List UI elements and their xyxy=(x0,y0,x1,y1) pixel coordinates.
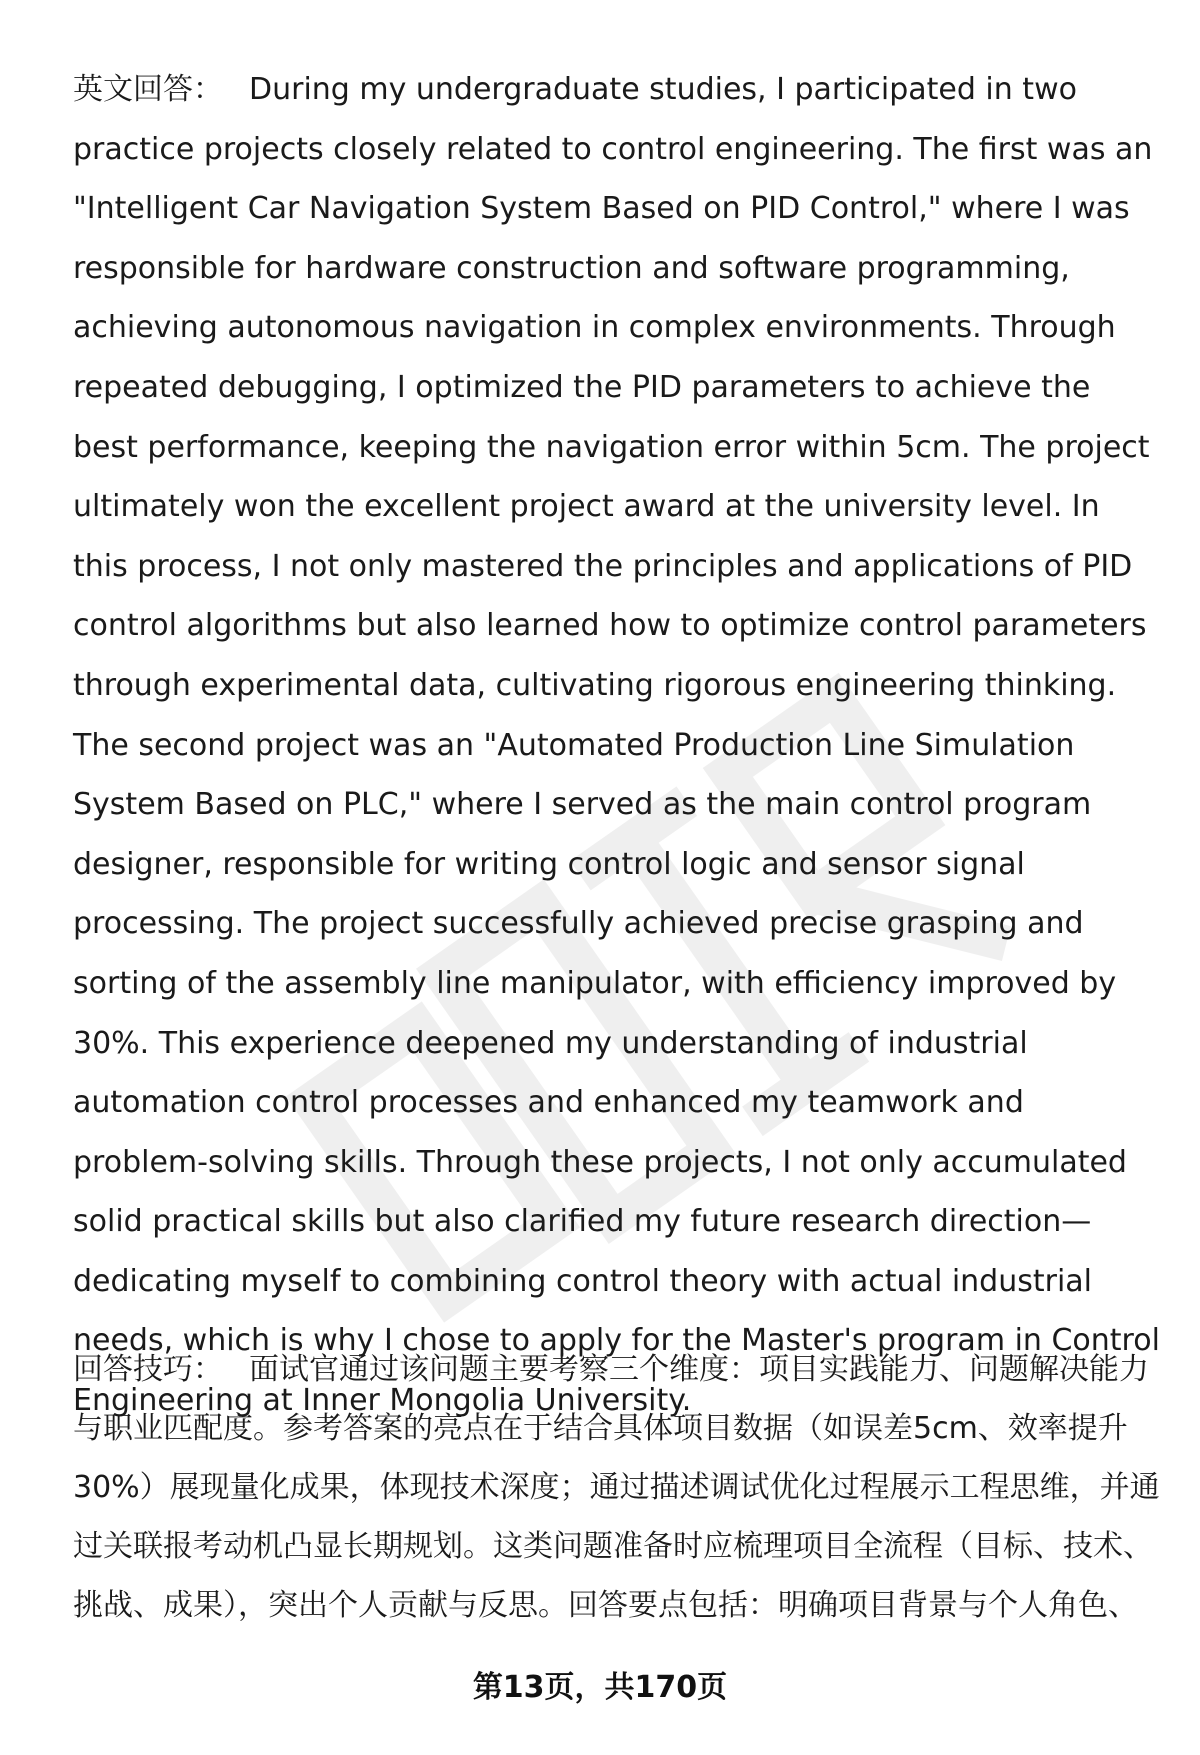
english-answer-text: During my undergraduate studies, I participated in two practice projects closely related to control engineering. The first was an "Intelligent Car Navigation System Based on PID Control," where I was responsible for hardware construction and software programming, achieving autonomous navigation in complex environments. Through repeated debugging, I optimized the PID parameters to achieve the best performance, keeping the navigation error within 5cm. The project ultimately won the excellent project award at the university level. In this process, I not only mastered the principles and applications of PID control algorithms but also learned how to optimize control parameters through experimental data, cultivating rigorous engineering thinking. The second project was an "Automated Production Line Simulation System Based on PLC," where I served as the main control program designer, responsible for writing control logic and sensor signal processing. The project successfully achieved precise grasping and sorting of the assembly line manipulator, with efficiency improved by 30%. This experience deepened my understanding of industrial automation control processes and enhanced my teamwork and problem-solving skills. Through these projects, I not only accumulated solid practical skills but also clarified my future research direction—dedicating myself to combining control theory with actual industrial needs, which is why I chose to apply for the Master's program in Control Engineering at Inner Mongolia University. xyxy=(73,72,1160,1419)
page-number: 第13页，共170页 xyxy=(472,1670,728,1705)
answer-tips-paragraph xyxy=(73,1340,1163,1635)
answer-tips-text: 面试官通过该问题主要考察三个维度：项目实践能力、问题解决能力与职业匹配度。参考答案的亮点在于结合具体项目数据（如误差5cm、效率提升30%）展现量化成果，体现技术深度；通过描述调试优化过程展示工程思维，并通过关联报考动机凸显长期规划。这类问题准备时应梳理项目全流程（目标、技术、挑战、成果），突出个人贡献与反思。回答要点包括：明确项目背景与个人角色、 xyxy=(73,1352,1160,1623)
english-answer-paragraph xyxy=(73,60,1163,1431)
english-answer-label: 英文回答： xyxy=(73,72,223,107)
answer-tips-label: 回答技巧： xyxy=(73,1352,223,1387)
